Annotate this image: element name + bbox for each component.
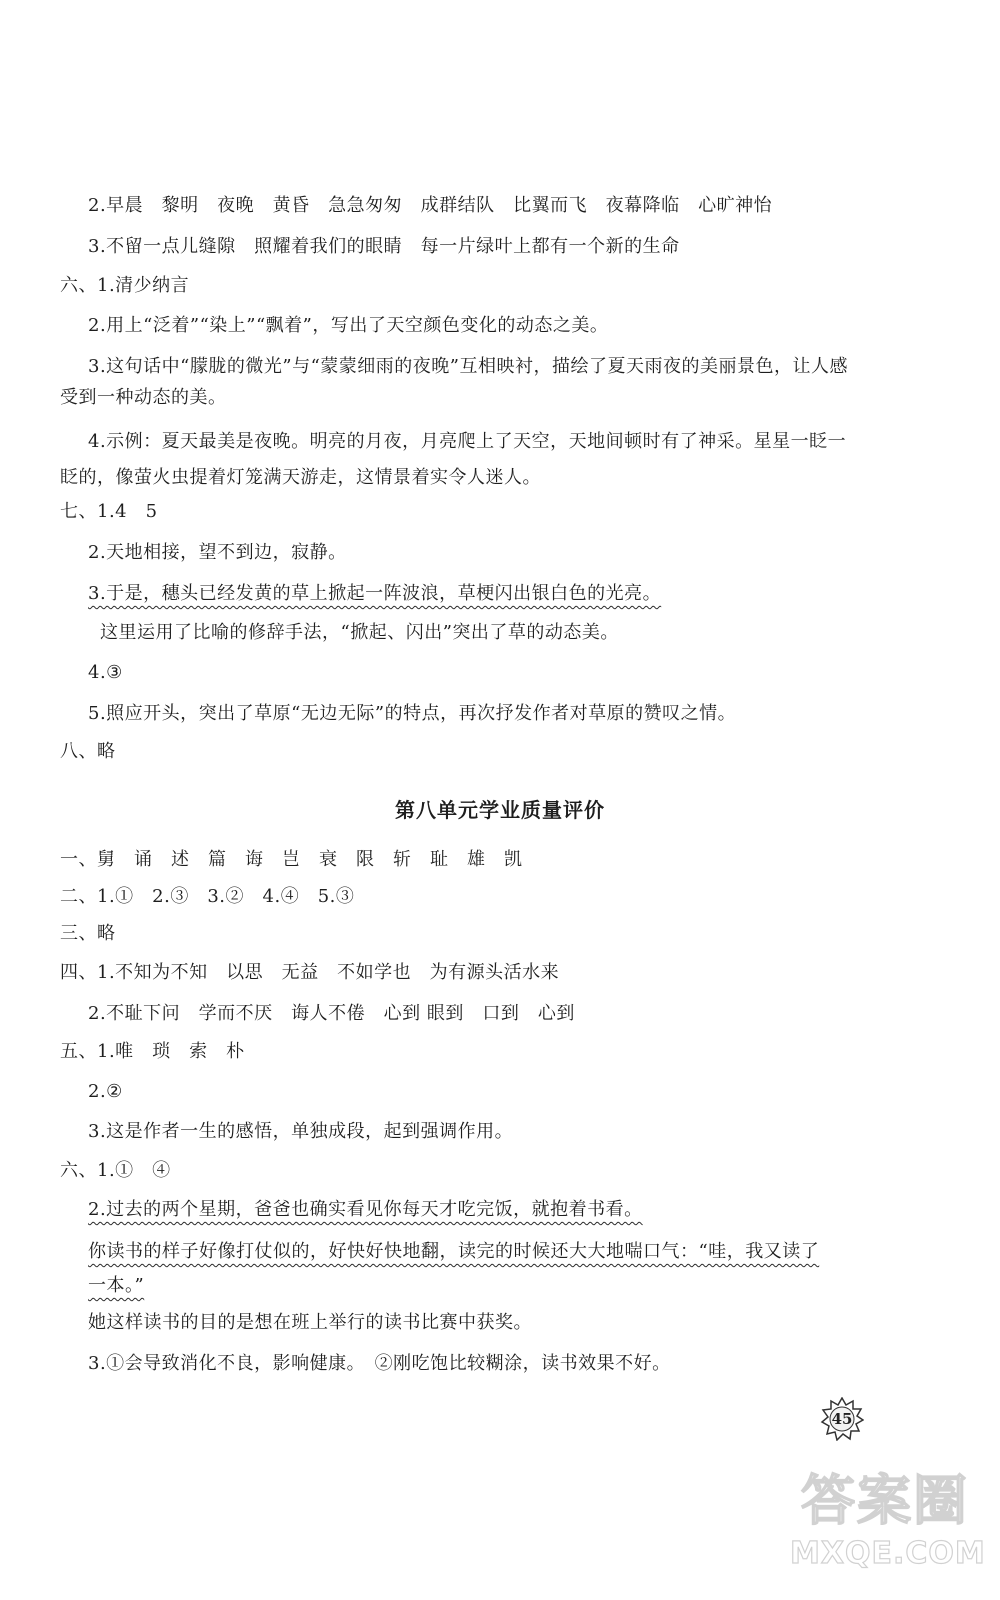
- answer-line-underlined: 3.于是，穗头已经发黄的草上掀起一阵波浪，草梗闪出银白色的光亮。: [88, 583, 662, 604]
- answer-line: 2.②: [88, 1081, 123, 1102]
- answer-line: 六、1.清少纳言: [60, 275, 190, 296]
- answer-line: 七、1.4 5: [60, 501, 158, 522]
- answer-line-underlined: 你读书的样子好像打仗似的，好快好快地翻，读完的时候还大大地喘口气：“哇，我又读了: [88, 1241, 820, 1262]
- answer-line: 3.这是作者一生的感悟，单独成段，起到强调作用。: [88, 1121, 514, 1142]
- answer-line-underlined: 2.过去的两个星期，爸爸也确实看见你每天才吃完饭，就抱着书看。: [88, 1199, 643, 1220]
- page-number-badge: [820, 1397, 864, 1441]
- answer-line: 三、略: [60, 923, 116, 944]
- answer-line: 六、1.① ④: [60, 1160, 171, 1181]
- answer-line: 二、1.① 2.③ 3.② 4.④ 5.③: [60, 886, 355, 907]
- answer-line: 眨的，像萤火虫提着灯笼满天游走，这情景着实令人迷人。: [60, 467, 541, 488]
- answer-line: 5.照应开头，突出了草原“无边无际”的特点，再次抒发作者对草原的赞叹之情。: [88, 703, 737, 724]
- answer-line: 2.早晨 黎明 夜晚 黄昏 急急匆匆 成群结队 比翼而飞 夜幕降临 心旷神怡: [88, 195, 773, 216]
- watermark-url: MXQE.COM: [790, 1536, 986, 1571]
- answer-line: 2.用上“泛着”“染上”“飘着”，写出了天空颜色变化的动态之美。: [88, 315, 609, 336]
- answer-line: 4.示例：夏天最美是夜晚。明亮的月夜，月亮爬上了天空，天地间顿时有了神采。星星一眨一: [88, 431, 847, 452]
- answer-line-underlined: 一本。”: [88, 1275, 145, 1296]
- answer-line: 四、1.不知为不知 以思 无益 不如学也 为有源头活水来: [60, 962, 560, 983]
- page-number: 45: [831, 1410, 853, 1428]
- answer-line: 她这样读书的目的是想在班上举行的读书比赛中获奖。: [88, 1312, 532, 1333]
- answer-line: 八、略: [60, 741, 116, 762]
- watermark-logo-text: 答案圈: [801, 1469, 969, 1532]
- answer-line: 3.①会导致消化不良，影响健康。 ②刚吃饱比较糊涂，读书效果不好。: [88, 1353, 671, 1374]
- answer-line: 3.这句话中“朦胧的微光”与“蒙蒙细雨的夜晚”互相映衬，描绘了夏天雨夜的美丽景色，让人感: [88, 356, 848, 377]
- answer-line: 3.不留一点儿缝隙 照耀着我们的眼睛 每一片绿叶上都有一个新的生命: [88, 236, 680, 257]
- answer-line: 五、1.唯 琐 索 朴: [60, 1041, 245, 1062]
- answer-line: 这里运用了比喻的修辞手法，“掀起、闪出”突出了草的动态美。: [100, 622, 619, 643]
- answer-line: 一、舅 诵 述 篇 诲 岂 衰 限 斩 耻 雄 凯: [60, 849, 523, 870]
- answer-line: 4.③: [88, 662, 123, 683]
- answer-line: 2.不耻下问 学而不厌 诲人不倦 心到 眼到 口到 心到: [88, 1003, 575, 1024]
- answer-line: 受到一种动态的美。: [60, 387, 227, 408]
- answer-line: 2.天地相接，望不到边，寂静。: [88, 542, 347, 563]
- section-title: 第八单元学业质量评价: [395, 798, 605, 822]
- watermark: [790, 1450, 986, 1590]
